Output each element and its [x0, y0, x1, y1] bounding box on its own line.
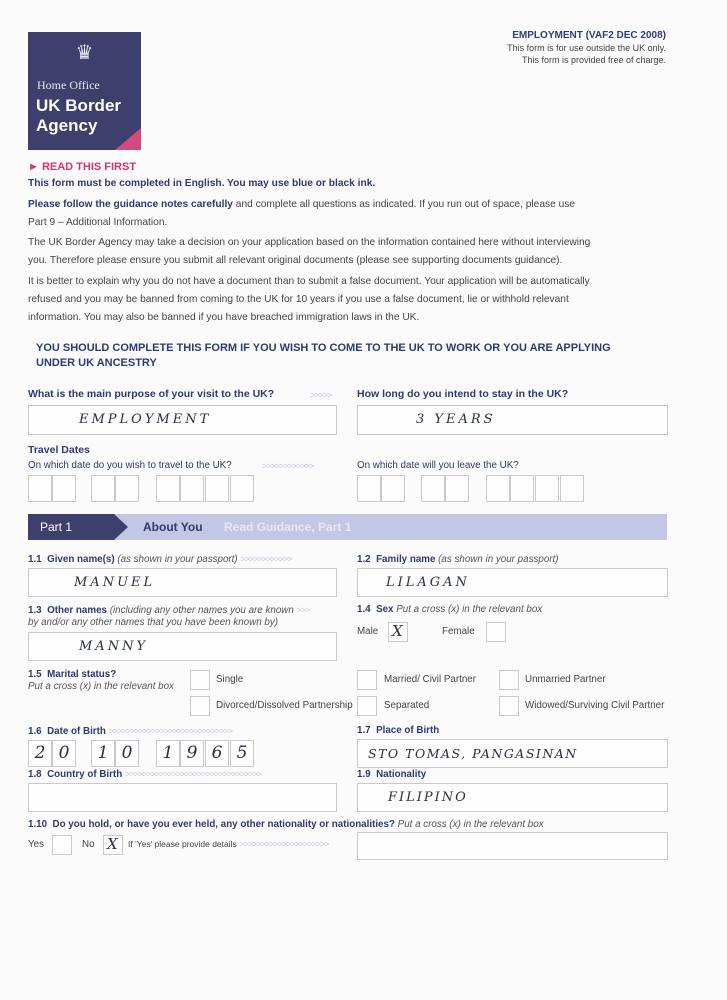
country-of-birth-label — [28, 769, 261, 780]
leave-month-1[interactable] — [421, 475, 445, 502]
leave-month-2[interactable] — [445, 475, 469, 502]
leave-year-3[interactable] — [535, 475, 559, 502]
other-names-hint2: by and/or any other names that you have been known by) — [28, 617, 278, 628]
intro-decision-line1: The UK Border Agency may take a decision on your application based on the information contained here without interviewing — [28, 237, 591, 248]
unmarried-label: Unmarried Partner — [525, 674, 606, 685]
sex-title: Sex — [376, 604, 394, 615]
family-name-label — [357, 554, 559, 565]
male-cross-mark: X — [392, 622, 403, 640]
part1-arrow-icon — [114, 514, 128, 540]
travel-dates-title: Travel Dates — [28, 444, 90, 456]
intro-english-ink: This form must be completed in English. You may use blue or black ink. — [28, 178, 376, 189]
sex-number: 1.4 — [357, 604, 371, 615]
heading-line2: UNDER UK ANCESTRY — [36, 357, 157, 369]
family-name-title: Family name — [376, 554, 436, 565]
nationality-field[interactable] — [357, 783, 668, 812]
dob-label — [28, 726, 232, 737]
marital-hint: Put a cross (x) in the relevant box — [28, 681, 174, 692]
country-of-birth-number: 1.8 — [28, 769, 42, 780]
travel-month-1[interactable] — [91, 475, 115, 502]
other-nationality-title: Do you hold, or have you ever held, any other nationality or nationalities? — [52, 819, 395, 830]
intro-guidance-bold: Please follow the guidance notes carefully — [28, 199, 233, 210]
given-names-field[interactable] — [28, 568, 337, 597]
duration-value: 3 YEARS — [416, 412, 496, 427]
given-names-hint: (as shown in your passport) — [117, 554, 238, 565]
other-names-hint1: (including any other names you are known — [109, 605, 294, 616]
dotted-leader: >>>>>>>>>>>>>>>>>>>>>>>>>>>>>>>> — [124, 769, 262, 779]
place-of-birth-number: 1.7 — [357, 725, 371, 736]
dotted-leader: >>>>> — [310, 390, 332, 400]
place-of-birth-value: STO TOMAS, PANGASINAN — [368, 746, 578, 761]
other-names-value: MANNY — [79, 639, 149, 654]
marital-status-label — [28, 669, 174, 693]
uk-border-agency-logo — [28, 32, 141, 150]
other-nationality-number: 1.10 — [28, 819, 48, 830]
logo-agency-line2: Agency — [36, 116, 98, 135]
dob-year-4[interactable]: 5 — [230, 740, 254, 767]
form-eligibility-heading — [36, 341, 676, 371]
leave-year-2[interactable] — [510, 475, 534, 502]
dotted-leader: >>>>>>>>>>>>>>>>>>>>> — [239, 839, 329, 849]
part1-tag: Part 1 — [28, 514, 114, 540]
travel-year-1[interactable] — [156, 475, 180, 502]
dob-year-3[interactable]: 6 — [205, 740, 229, 767]
form-note-outside-uk: This form is for use outside the UK only. — [507, 43, 666, 53]
read-this-first: ► READ THIS FIRST — [28, 161, 137, 173]
dotted-leader: >>> — [296, 605, 310, 615]
divorced-checkbox[interactable] — [190, 696, 210, 716]
intro-false-line1: It is better to explain why you do not have a document than to submit a false document. Your application will be automatically — [28, 276, 590, 287]
travel-date-question: On which date do you wish to travel to the UK? — [28, 460, 232, 471]
dotted-leader: >>>>>>>>>>>>>>>>>>>>>>>>>>>>> — [108, 726, 233, 736]
country-of-birth-field[interactable] — [28, 783, 337, 812]
intro-guidance-end: Part 9 – Additional Information. — [28, 217, 168, 228]
dob-number: 1.6 — [28, 726, 42, 737]
intro-guidance-rest: and complete all questions as indicated. If you run out of space, please use — [232, 199, 576, 210]
purpose-field[interactable] — [28, 405, 337, 435]
marital-title: Marital status? — [47, 669, 117, 680]
single-checkbox[interactable] — [190, 670, 210, 690]
travel-day-2[interactable] — [52, 475, 76, 502]
marital-number: 1.5 — [28, 669, 42, 680]
divorced-label: Divorced/Dissolved Partnership — [216, 700, 353, 711]
dotted-leader: >>>>>>>>>>>> — [262, 461, 314, 471]
other-nationality-label — [28, 819, 544, 830]
leave-year-4[interactable] — [560, 475, 584, 502]
no-checkbox[interactable] — [103, 835, 123, 855]
other-names-field[interactable] — [28, 632, 337, 661]
other-nationality-hint: Put a cross (x) in the relevant box — [397, 819, 544, 830]
family-name-value: LILAGAN — [386, 575, 470, 590]
dob-month-2[interactable]: 0 — [115, 740, 139, 767]
travel-year-4[interactable] — [230, 475, 254, 502]
travel-year-3[interactable] — [205, 475, 229, 502]
part1-title: About You — [143, 520, 203, 534]
duration-field[interactable] — [357, 405, 668, 435]
dob-year-2[interactable]: 9 — [180, 740, 204, 767]
leave-date-question: On which date will you leave the UK? — [357, 460, 519, 471]
sex-hint: Put a cross (x) in the relevant box — [396, 604, 543, 615]
no-cross-mark: X — [107, 835, 118, 853]
yes-checkbox[interactable] — [52, 835, 72, 855]
dob-day-2[interactable]: 0 — [52, 740, 76, 767]
nationality-number: 1.9 — [357, 769, 371, 780]
duration-question: How long do you intend to stay in the UK? — [357, 388, 569, 400]
family-name-number: 1.2 — [357, 554, 371, 565]
purpose-question: What is the main purpose of your visit to the UK? — [28, 388, 275, 400]
yes-details-text: If 'Yes' please provide details — [128, 839, 237, 849]
unmarried-checkbox[interactable] — [499, 670, 519, 690]
given-names-number: 1.1 — [28, 554, 42, 565]
given-names-value: MANUEL — [74, 575, 156, 590]
separated-checkbox[interactable] — [357, 696, 377, 716]
logo-agency — [36, 96, 121, 136]
single-label: Single — [216, 674, 244, 685]
family-name-field[interactable] — [357, 568, 668, 597]
yes-label: Yes — [28, 839, 44, 850]
intro-false-line3: information. You may also be banned if you have breached immigration laws in the UK. — [28, 312, 420, 323]
form-note-free: This form is provided free of charge. — [521, 55, 666, 65]
part1-banner — [28, 514, 667, 540]
logo-stripe — [115, 128, 141, 150]
dob-month-1[interactable]: 1 — [91, 740, 115, 767]
separated-label: Separated — [384, 700, 430, 711]
widowed-label: Widowed/Surviving Civil Partner — [525, 700, 665, 711]
place-of-birth-label — [357, 725, 439, 736]
sex-label — [357, 604, 542, 615]
female-label: Female — [442, 626, 475, 637]
leave-year-1[interactable] — [486, 475, 510, 502]
married-checkbox[interactable] — [357, 670, 377, 690]
travel-month-2[interactable] — [115, 475, 139, 502]
leave-day-1[interactable] — [357, 475, 381, 502]
intro-false-document — [28, 273, 668, 327]
dotted-leader: >>>>>>>>>>>> — [240, 554, 292, 564]
other-nationality-details-field[interactable] — [357, 832, 668, 860]
no-label: No — [82, 839, 95, 850]
purpose-value: EMPLOYMENT — [79, 412, 212, 427]
intro-decision-line2: you. Therefore please ensure you submit all relevant original documents (please see supporting documents guidance). — [28, 255, 563, 266]
heading-line1: YOU SHOULD COMPLETE THIS FORM IF YOU WISH TO COME TO THE UK TO WORK OR YOU ARE APPLYING — [36, 342, 611, 354]
nationality-title: Nationality — [376, 769, 427, 780]
dob-year-1[interactable]: 1 — [156, 740, 180, 767]
intro-guidance — [28, 196, 668, 232]
intro-decision — [28, 234, 668, 270]
married-label: Married/ Civil Partner — [384, 674, 477, 685]
travel-year-2[interactable] — [180, 475, 204, 502]
other-names-number: 1.3 — [28, 605, 42, 616]
dob-day-1[interactable]: 2 — [28, 740, 52, 767]
other-names-title: Other names — [47, 605, 107, 616]
form-title: EMPLOYMENT (VAF2 DEC 2008) — [512, 30, 666, 41]
country-of-birth-title: Country of Birth — [47, 769, 123, 780]
other-names-label — [28, 604, 338, 629]
female-checkbox[interactable] — [486, 622, 506, 642]
intro-false-line2: refused and you may be banned from coming to the UK for 10 years if you use a false document, lie or withhold relevant — [28, 294, 569, 305]
nationality-value: FILIPINO — [388, 790, 468, 805]
dob-title: Date of Birth — [47, 726, 106, 737]
part1-guidance: Read Guidance, Part 1 — [224, 520, 352, 534]
logo-agency-line1: UK Border — [36, 96, 122, 115]
leave-day-2[interactable] — [381, 475, 405, 502]
place-of-birth-field[interactable] — [357, 739, 668, 768]
given-names-label — [28, 554, 291, 565]
family-name-hint: (as shown in your passport) — [438, 554, 559, 565]
male-checkbox[interactable] — [388, 622, 408, 642]
nationality-label — [357, 769, 426, 780]
yes-details-hint — [128, 839, 329, 849]
travel-day-1[interactable] — [28, 475, 52, 502]
widowed-checkbox[interactable] — [499, 696, 519, 716]
place-of-birth-title: Place of Birth — [376, 725, 440, 736]
given-names-title: Given name(s) — [47, 554, 115, 565]
male-label: Male — [357, 626, 379, 637]
royal-crest-icon: ♛ — [75, 42, 94, 64]
logo-department: Home Office — [37, 78, 100, 92]
